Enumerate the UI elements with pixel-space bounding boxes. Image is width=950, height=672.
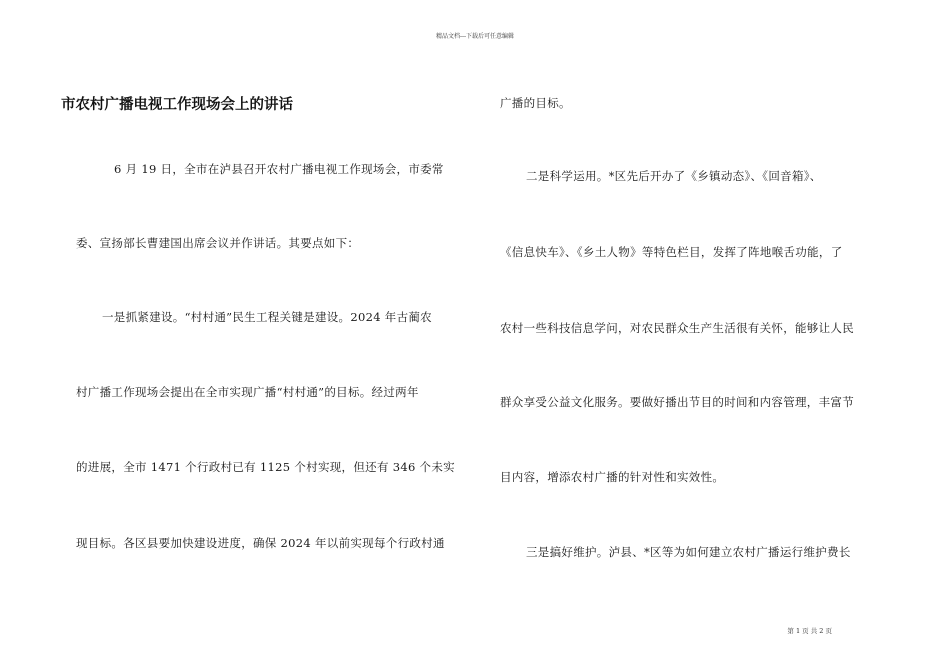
body-line: 现目标。各区县要加快建设进度，确保 2024 年以前实现每个行政村通 — [76, 536, 445, 550]
page-number: 第 1 页 共 2 页 — [787, 627, 832, 635]
body-line: 6 月 19 日，全市在泸县召开农村广播电视工作现场会，市委常 — [114, 162, 444, 176]
header-note: 精品文档---下载后可任意编辑 — [435, 33, 515, 40]
body-line: 农村一些科技信息学问，对农民群众生产生活很有关怀，能够让人民 — [500, 321, 854, 335]
body-line: 三是搞好维护。泸县、*区等为如何建立农村广播运行维护费长 — [526, 545, 851, 559]
body-line: 二是科学运用。*区先后开办了《乡镇动态》、《回音箱》、 — [526, 169, 822, 183]
document-title: 市农村广播电视工作现场会上的讲话 — [61, 97, 293, 113]
body-line: 群众享受公益文化服务。要做好播出节目的时间和内容管理，丰富节 — [500, 395, 854, 409]
body-line: 目内容，增添农村广播的针对性和实效性。 — [500, 470, 725, 484]
body-line: 委、宣扬部长曹建国出席会议并作讲话。其要点如下： — [76, 236, 360, 250]
body-line: 一是抓紧建设。“村村通”民生工程关键是建设。2024 年古蔺农 — [102, 310, 432, 324]
body-line: 村广播工作现场会提出在全市实现广播“村村通”的目标。经过两年 — [76, 385, 419, 399]
body-line: 广播的目标。 — [500, 96, 571, 110]
body-line: 的进展，全市 1471 个行政村已有 1125 个村实现，但还有 346 个未实 — [76, 460, 455, 474]
body-line: 《信息快车》、《乡土人物》等特色栏目，发挥了阵地喉舌功能，了 — [500, 245, 843, 259]
